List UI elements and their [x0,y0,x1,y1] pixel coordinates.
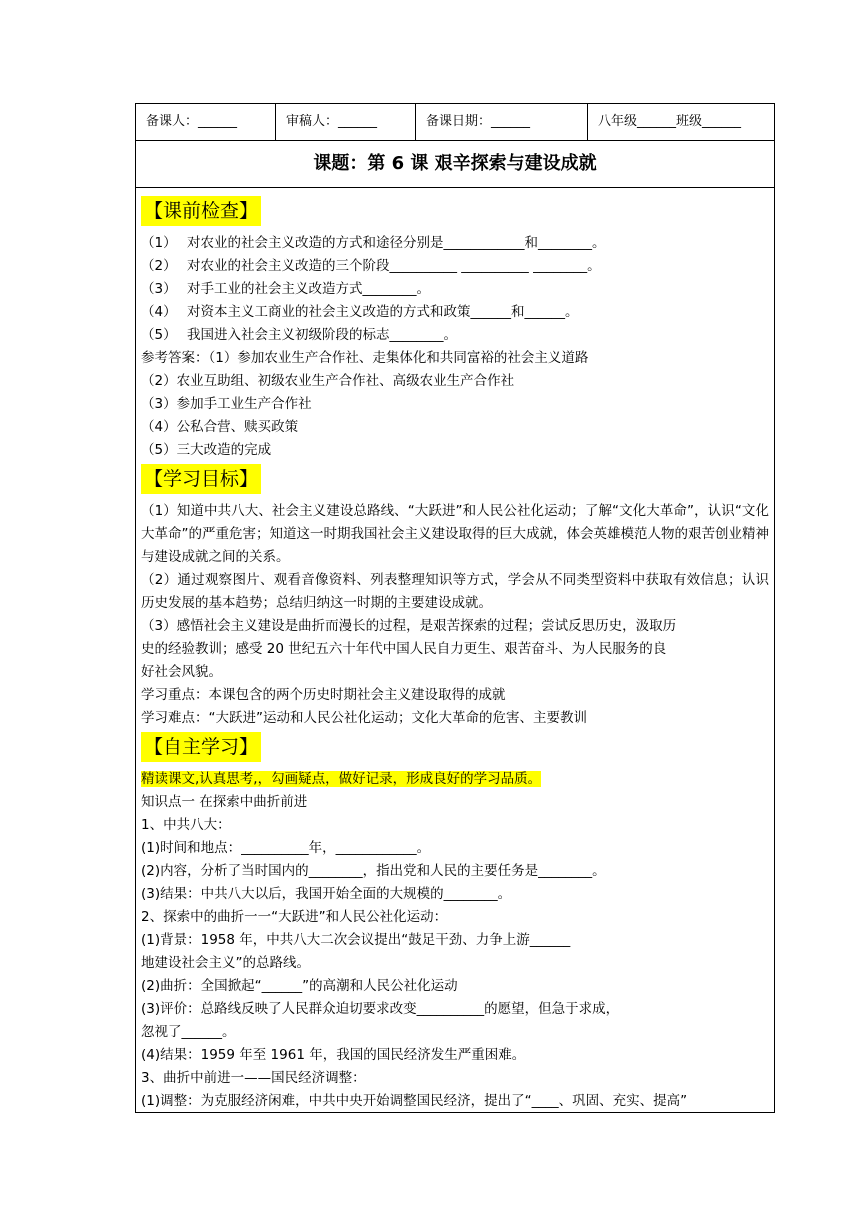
study-line: (1)背景：1958 年，中共八大二次会议提出“鼓足干劲、力争上游______ [141,932,571,948]
section-heading-self-study: 【自主学习】 [141,732,261,762]
question-item [141,301,769,324]
question-number: （4） [141,304,177,320]
question-number: （1） [141,235,177,251]
goal-line: （3）感悟社会主义建设是曲折而漫长的过程，是艰苦探索的过程；尝试反思历史，汲取历 [141,618,677,634]
lesson-title: 课题：第 6 课 艰辛探索与建设成就 [136,141,774,188]
section-heading-pre-check: 【课前检查】 [141,196,261,226]
goal-paragraph-1: （1）知道中共八大、社会主义建设总路线、“大跃进”和人民公社化运动；了解“文化大革命”，认识“文化大革命”的严重危害；知道这一时期我国社会主义建设取得的巨大成就，体会英雄模范人物的艰苦创业精神与建设成就之间的关系。 [141,503,769,565]
highlighted-intro: 精读课文,认真思考,，勾画疑点，做好记录，形成良好的学习品质。 [141,771,542,787]
question-number: （5） [141,327,177,343]
answer-line: （3）参加手工业生产合作社 [141,396,312,412]
class-cell: 八年级______班级______ [598,114,742,129]
goal-paragraph-2: （2）通过观察图片、观看音像资料、列表整理知识等方式，学会从不同类型资料中获取有效信息；认识历史发展的基本趋势；总结归纳这一时期的主要建设成就。 [141,572,769,611]
section-heading-goals: 【学习目标】 [141,464,261,494]
question-item [141,232,769,255]
answer-line: （2）农业互助组、初级农业生产合作社、高级农业生产合作社 [141,373,515,389]
preparer-cell: 备课人：______ [136,104,276,140]
self-study-intro [141,768,769,791]
study-line: (3)结果：中共八大以后，我国开始全面的大规模的________。 [141,886,512,902]
study-line: (1)时间和地点：__________年，____________。 [141,840,431,856]
question-text: 对资本主义工商业的社会主义改造的方式和政策______和______。 [187,304,579,320]
goal-line: 史的经验教训；感受 20 世纪五六十年代中国人民自力更生、艰苦奋斗、为人民服务的良 [141,641,667,657]
study-line: 知识点一 在探索中曲折前进 [141,794,308,810]
question-number: （3） [141,281,177,297]
study-line: (1)调整：为克服经济闲难，中共中央开始调整国民经济，提出了“____、巩固、充实、提高” [141,1093,688,1109]
reference-answers [141,347,769,462]
content-area [136,188,774,1113]
question-text: 对手工业的社会主义改造方式________。 [187,281,430,297]
study-line: 1、中共八大： [141,817,231,833]
study-line: (4)结果：1959 年至 1961 年，我国的国民经济发生严重困难。 [141,1047,526,1063]
study-line: 地建设社会主义”的总路线。 [141,955,310,971]
goal-line: 好社会风貌。 [141,664,222,680]
question-text: 对农业的社会主义改造的方式和途径分别是____________和________。 [187,235,606,251]
study-line: (2)内容，分析了当时国内的________，指出党和人民的主要任务是________。 [141,863,606,879]
answer-line: （5）三大改造的完成 [141,442,272,458]
question-item [141,278,769,301]
question-item [141,255,769,278]
study-line: (2)曲折：全国掀起“______”的高潮和人民公社化运动 [141,978,458,994]
question-text: 我国进入社会主义初级阶段的标志________。 [187,327,457,343]
study-line: 忽视了______。 [141,1024,236,1040]
date-cell: 备课日期：______ [416,104,588,140]
study-line: 2、探索中的曲折一一“大跃进”和人民公社化运动： [141,909,448,925]
self-study-lines [141,791,769,1113]
question-item [141,324,769,347]
answer-line: （4）公私合营、赎买政策 [141,419,299,435]
question-text: 对农业的社会主义改造的三个阶段__________ __________ ________。 [187,258,601,274]
lesson-plan-table [135,103,775,1113]
study-line: 3、曲折中前进一——国民经济调整： [141,1070,366,1086]
study-line: (3)评价：总路线反映了人民群众迫切要求改变__________的愿望，但急于求成， [141,1001,620,1017]
reviewer-cell: 审稿人：______ [276,104,416,140]
difficult-point: 学习难点：“大跃进”运动和人民公社化运动；文化大革命的危害、主要教训 [141,710,587,726]
header-row [136,104,774,141]
goal-paragraph-3 [141,615,769,684]
question-number: （2） [141,258,177,274]
key-point: 学习重点：本课包含的两个历史时期社会主义建设取得的成就 [141,687,506,703]
pre-check-questions [141,232,769,347]
answer-line: 参考答案：（1）参加农业生产合作社、走集体化和共同富裕的社会主义道路 [141,350,589,366]
